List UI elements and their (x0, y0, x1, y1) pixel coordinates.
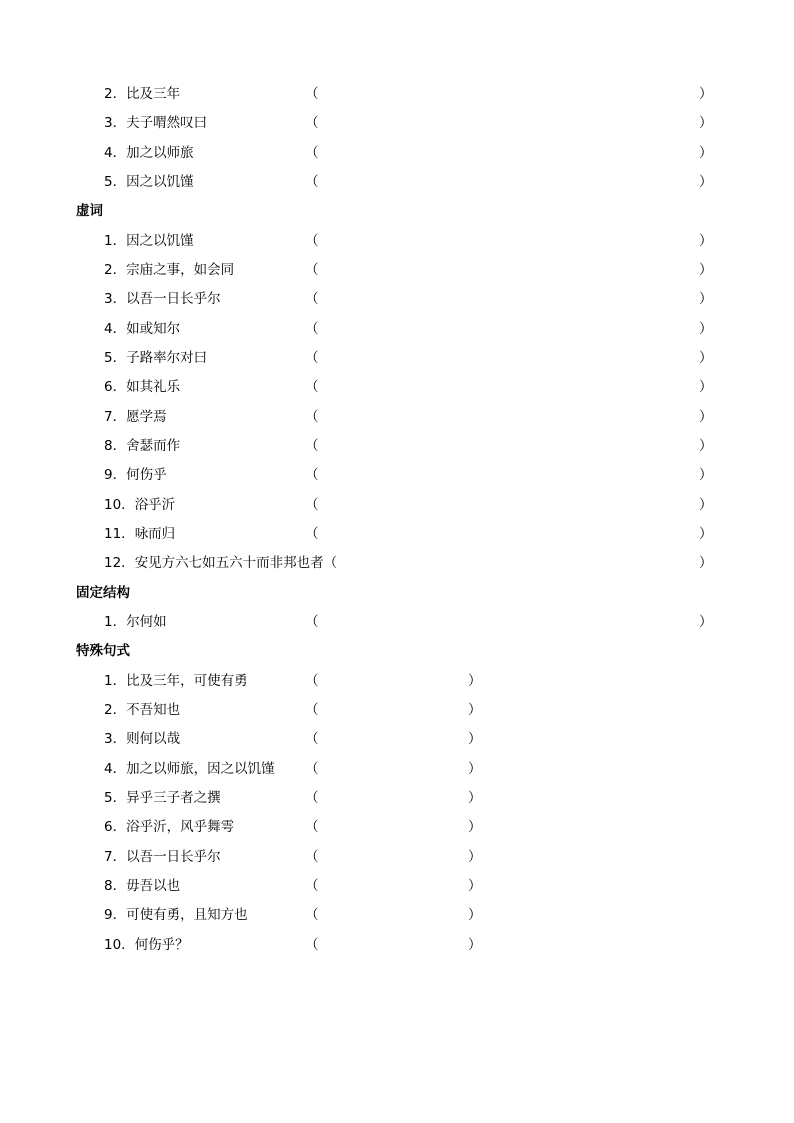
item-text: 3．以吾一日长乎尔 (104, 291, 221, 307)
item-text: 3．则何以哉 (104, 731, 181, 747)
open-bracket: （ (305, 174, 319, 190)
close-bracket: ） (699, 555, 713, 571)
close-bracket: ） (699, 350, 713, 366)
open-bracket: （ (305, 614, 319, 630)
open-bracket: （ (305, 291, 319, 307)
list-item (0, 114, 794, 132)
section-heading-guding: 固定结构 (76, 585, 130, 601)
section-heading-teshu: 特殊句式 (76, 643, 130, 659)
close-bracket: ） (468, 937, 482, 953)
list-item (0, 906, 794, 924)
list-item (0, 672, 794, 690)
section-heading-xuci: 虚词 (76, 203, 103, 219)
item-text: 4．如或知尔 (104, 321, 181, 337)
close-bracket: ） (699, 86, 713, 102)
open-bracket: （ (305, 467, 319, 483)
answer-blank[interactable] (320, 672, 467, 690)
close-bracket: ） (468, 819, 482, 835)
item-text: 5．因之以饥馑 (104, 174, 194, 190)
item-text: 11．咏而归 (104, 526, 176, 542)
answer-blank[interactable] (320, 760, 467, 778)
close-bracket: ） (699, 262, 713, 278)
open-bracket: （ (305, 761, 319, 777)
open-bracket: （ (305, 907, 319, 923)
item-text: 12．安见方六七如五六十而非邦也者（ (104, 555, 338, 571)
answer-blank[interactable] (320, 906, 467, 924)
list-item (0, 85, 794, 103)
item-text: 10．何伤乎？ (104, 937, 189, 953)
open-bracket: （ (305, 878, 319, 894)
list-item (0, 848, 794, 866)
list-item (0, 349, 794, 367)
open-bracket: （ (305, 86, 319, 102)
answer-blank[interactable] (320, 525, 698, 543)
list-item (0, 554, 794, 572)
open-bracket: （ (305, 115, 319, 131)
open-bracket: （ (305, 379, 319, 395)
list-item (0, 496, 794, 514)
item-text: 7．愿学焉 (104, 409, 167, 425)
close-bracket: ） (468, 878, 482, 894)
answer-blank[interactable] (320, 320, 698, 338)
list-item (0, 701, 794, 719)
close-bracket: ） (699, 174, 713, 190)
answer-blank[interactable] (320, 173, 698, 191)
item-text: 1．因之以饥馑 (104, 233, 194, 249)
answer-blank[interactable] (320, 114, 698, 132)
close-bracket: ） (699, 438, 713, 454)
open-bracket: （ (305, 819, 319, 835)
item-text: 8．毋吾以也 (104, 878, 181, 894)
list-item (0, 378, 794, 396)
item-text: 6．如其礼乐 (104, 379, 181, 395)
open-bracket: （ (305, 497, 319, 513)
open-bracket: （ (305, 409, 319, 425)
answer-blank[interactable] (320, 378, 698, 396)
answer-blank[interactable] (320, 877, 467, 895)
list-item (0, 466, 794, 484)
list-item (0, 290, 794, 308)
answer-blank[interactable] (320, 730, 467, 748)
close-bracket: ） (468, 702, 482, 718)
answer-blank[interactable] (320, 789, 467, 807)
list-item (0, 525, 794, 543)
list-item (0, 877, 794, 895)
open-bracket: （ (305, 145, 319, 161)
close-bracket: ） (468, 907, 482, 923)
close-bracket: ） (699, 526, 713, 542)
list-item (0, 818, 794, 836)
list-item (0, 173, 794, 191)
item-text: 5．异乎三子者之撰 (104, 790, 221, 806)
item-text: 6．浴乎沂，风乎舞雩 (104, 819, 235, 835)
item-text: 8．舍瑟而作 (104, 438, 181, 454)
open-bracket: （ (305, 262, 319, 278)
item-text: 9．何伤乎 (104, 467, 167, 483)
open-bracket: （ (305, 321, 319, 337)
close-bracket: ） (699, 145, 713, 161)
answer-blank[interactable] (320, 408, 698, 426)
answer-blank[interactable] (320, 144, 698, 162)
list-item (0, 789, 794, 807)
item-text: 4．加之以师旅，因之以饥馑 (104, 761, 275, 777)
answer-blank[interactable] (350, 554, 698, 572)
open-bracket: （ (305, 702, 319, 718)
close-bracket: ） (699, 614, 713, 630)
item-text: 1．比及三年，可使有勇 (104, 673, 248, 689)
list-item (0, 144, 794, 162)
answer-blank[interactable] (320, 936, 467, 954)
close-bracket: ） (468, 761, 482, 777)
item-text: 1．尔何如 (104, 614, 167, 630)
answer-blank[interactable] (320, 349, 698, 367)
answer-blank[interactable] (320, 466, 698, 484)
close-bracket: ） (699, 233, 713, 249)
close-bracket: ） (468, 849, 482, 865)
answer-blank[interactable] (320, 818, 467, 836)
open-bracket: （ (305, 790, 319, 806)
item-text: 3．夫子喟然叹曰 (104, 115, 208, 131)
answer-blank[interactable] (320, 261, 698, 279)
item-text: 9．可使有勇，且知方也 (104, 907, 248, 923)
answer-blank[interactable] (320, 232, 698, 250)
answer-blank[interactable] (320, 701, 467, 719)
list-item (0, 232, 794, 250)
close-bracket: ） (699, 409, 713, 425)
close-bracket: ） (699, 291, 713, 307)
list-item (0, 437, 794, 455)
list-item (0, 408, 794, 426)
list-item (0, 936, 794, 954)
open-bracket: （ (305, 673, 319, 689)
open-bracket: （ (305, 350, 319, 366)
answer-blank[interactable] (320, 496, 698, 514)
item-text: 4．加之以师旅 (104, 145, 194, 161)
open-bracket: （ (305, 233, 319, 249)
list-item (0, 320, 794, 338)
close-bracket: ） (468, 731, 482, 747)
open-bracket: （ (305, 849, 319, 865)
open-bracket: （ (305, 731, 319, 747)
answer-blank[interactable] (320, 437, 698, 455)
list-item (0, 730, 794, 748)
close-bracket: ） (699, 379, 713, 395)
answer-blank[interactable] (320, 290, 698, 308)
item-text: 2．不吾知也 (104, 702, 181, 718)
close-bracket: ） (699, 467, 713, 483)
close-bracket: ） (468, 790, 482, 806)
list-item (0, 613, 794, 631)
open-bracket: （ (305, 438, 319, 454)
open-bracket: （ (305, 526, 319, 542)
item-text: 2．宗庙之事，如会同 (104, 262, 235, 278)
item-text: 10．浴乎沂 (104, 497, 176, 513)
item-text: 2．比及三年 (104, 86, 181, 102)
item-text: 7．以吾一日长乎尔 (104, 849, 221, 865)
close-bracket: ） (699, 497, 713, 513)
close-bracket: ） (468, 673, 482, 689)
list-item (0, 760, 794, 778)
close-bracket: ） (699, 321, 713, 337)
answer-blank[interactable] (320, 85, 698, 103)
item-text: 5．子路率尔对曰 (104, 350, 208, 366)
answer-blank[interactable] (320, 848, 467, 866)
close-bracket: ） (699, 115, 713, 131)
list-item (0, 261, 794, 279)
open-bracket: （ (305, 937, 319, 953)
answer-blank[interactable] (320, 613, 698, 631)
